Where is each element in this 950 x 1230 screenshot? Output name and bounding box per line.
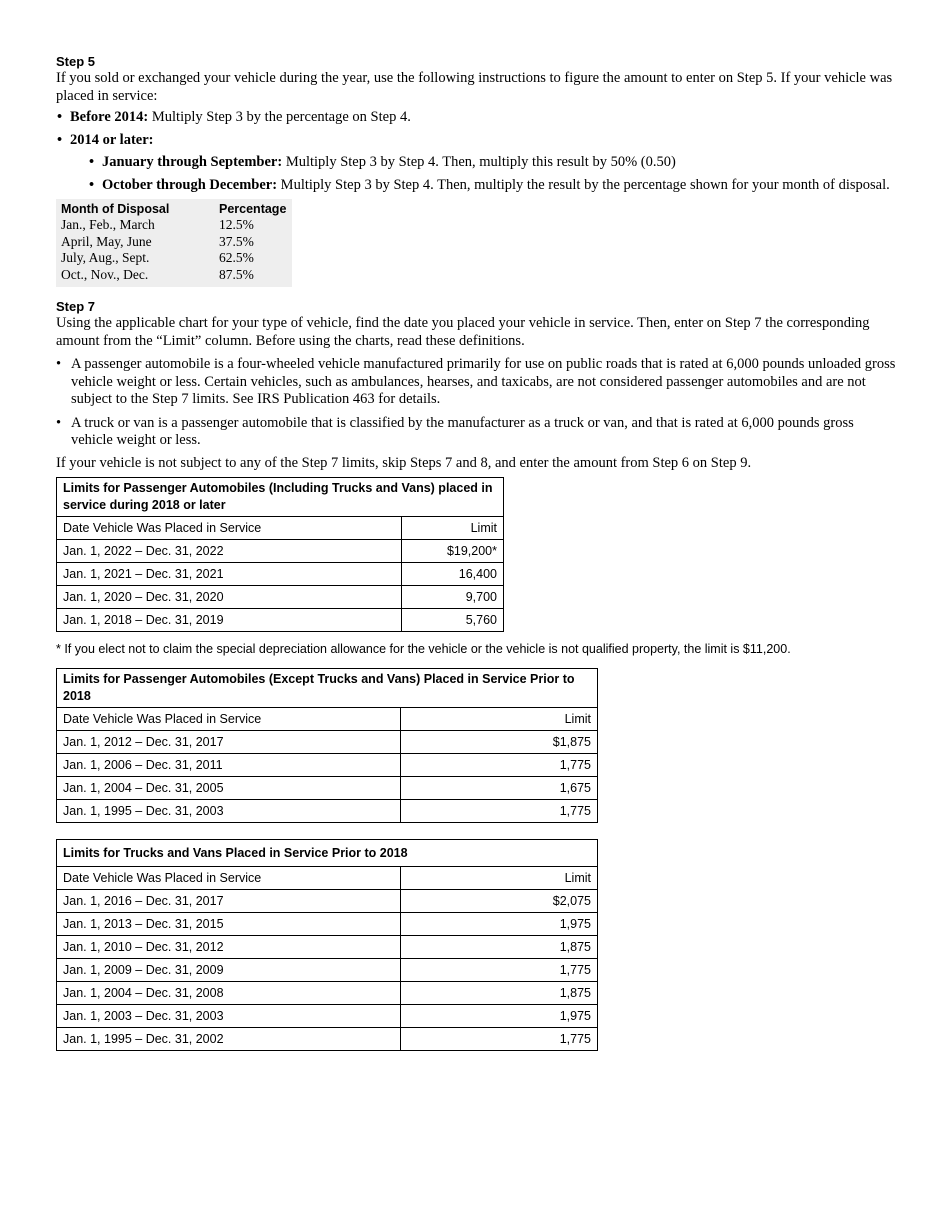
table-row — [57, 890, 598, 913]
table-row — [57, 800, 598, 823]
table-title: Limits for Passenger Automobiles (Except Trucks and Vans) Placed in Service Prior to 2018 — [57, 669, 598, 708]
step5-rules — [56, 109, 896, 194]
date-range-cell: Jan. 1, 2004 – Dec. 31, 2005 — [57, 777, 401, 800]
step7-definitions — [56, 356, 896, 450]
limit-cell: $1,875 — [401, 731, 598, 754]
disposal-month: April, May, June — [61, 233, 152, 249]
column-header-limit: Limit — [402, 517, 504, 540]
limit-cell: 1,875 — [401, 982, 598, 1005]
document-page — [56, 54, 896, 1051]
limit-cell: 1,775 — [401, 959, 598, 982]
rule-jan-sep-text: Multiply Step 3 by Step 4. Then, multiply this result by 50% (0.50) — [282, 154, 676, 170]
disposal-percentage: 87.5% — [219, 266, 254, 282]
date-range-cell: Jan. 1, 1995 – Dec. 31, 2002 — [57, 1028, 401, 1051]
table-title: Limits for Trucks and Vans Placed in Service Prior to 2018 — [57, 840, 598, 867]
definition-truck-or-van: • A truck or van is a passenger automobile that is classified by the manufacturer as a truck or van, and that is rated at 6,000 pounds gross vehicle weight or less. — [56, 415, 896, 450]
table-row — [56, 217, 292, 234]
limit-cell: 5,760 — [402, 609, 504, 632]
table-column-header-row — [57, 517, 504, 540]
table-title-row — [57, 669, 598, 708]
disposal-month: July, Aug., Sept. — [61, 250, 150, 265]
table-row — [57, 777, 598, 800]
disposal-percentage: 37.5% — [219, 233, 254, 249]
table-title-row — [57, 478, 504, 517]
date-range-cell: Jan. 1, 2004 – Dec. 31, 2008 — [57, 982, 401, 1005]
step7-heading: Step 7 — [56, 299, 96, 314]
step5-heading: Step 5 — [56, 54, 96, 69]
date-range-cell: Jan. 1, 2003 – Dec. 31, 2003 — [57, 1005, 401, 1028]
disposal-percentage-table — [56, 199, 292, 287]
limit-cell: 1,675 — [401, 777, 598, 800]
rule-before-2014-text: Multiply Step 3 by the percentage on Step 4. — [148, 109, 411, 125]
step5-intro: If you sold or exchanged your vehicle during the year, use the following instructions to figure the amount to enter on Step 5. If your vehicle was placed in service: — [56, 70, 893, 104]
table-row — [57, 913, 598, 936]
table-row — [57, 540, 504, 563]
limit-cell: 1,975 — [401, 913, 598, 936]
disposal-month: Jan., Feb., March — [61, 217, 155, 232]
column-header-limit: Limit — [401, 867, 598, 890]
table-row — [57, 959, 598, 982]
limit-cell: $2,075 — [401, 890, 598, 913]
table-row — [56, 267, 292, 288]
rule-before-2014 — [56, 109, 896, 127]
date-range-cell: Jan. 1, 2006 – Dec. 31, 2011 — [57, 754, 401, 777]
table-row — [57, 609, 504, 632]
step7-intro: Using the applicable chart for your type of vehicle, find the date you placed your vehicle in service. Then, enter on Step 7 the corresponding amount from the “Limit” column. Before using the charts, read these definitions. — [56, 315, 870, 349]
step7-section — [56, 299, 896, 1051]
table-row — [57, 586, 504, 609]
rule-oct-dec — [88, 177, 896, 195]
rule-2014-sublist — [88, 154, 896, 194]
date-range-cell: Jan. 1, 2020 – Dec. 31, 2020 — [57, 586, 402, 609]
table-row — [57, 1028, 598, 1051]
disposal-month: Oct., Nov., Dec. — [61, 266, 149, 282]
definition-passenger-automobile: • A passenger automobile is a four-wheeled vehicle manufactured primarily for use on public roads that is rated at 6,000 pounds unloaded gross vehicle weight or less. Certain vehicles, such as ambulances, hearses, and taxicabs, are not considered passenger automobiles and are not subject to the Step 7 limits. See IRS Publication 463 for details. — [56, 356, 896, 409]
column-header-date: Date Vehicle Was Placed in Service — [57, 708, 401, 731]
disposal-col-percentage: Percentage — [219, 202, 287, 216]
date-range-cell: Jan. 1, 2010 – Dec. 31, 2012 — [57, 936, 401, 959]
step7-skip-text: If your vehicle is not subject to any of the Step 7 limits, skip Steps 7 and 8, and enter the amount from Step 6 on Step 9. — [56, 454, 752, 471]
table-title-row — [57, 840, 598, 867]
table-row — [57, 563, 504, 586]
date-range-cell: Jan. 1, 2013 – Dec. 31, 2015 — [57, 913, 401, 936]
rule-oct-dec-text: Multiply Step 3 by Step 4. Then, multiply the result by the percentage shown for your month of disposal. — [277, 176, 890, 193]
rule-jan-sep-label: January through September: — [102, 154, 283, 170]
rule-jan-sep — [88, 154, 896, 172]
limit-cell: 9,700 — [402, 586, 504, 609]
date-range-cell: Jan. 1, 2009 – Dec. 31, 2009 — [57, 959, 401, 982]
table-row — [56, 250, 292, 267]
table-row — [57, 1005, 598, 1028]
step5-section — [56, 54, 896, 287]
table-column-header-row — [57, 867, 598, 890]
date-range-cell: Jan. 1, 2022 – Dec. 31, 2022 — [57, 540, 402, 563]
table-row — [57, 754, 598, 777]
rule-before-2014-label: Before 2014: — [70, 109, 149, 125]
limit-cell: 1,975 — [401, 1005, 598, 1028]
table-row — [56, 234, 292, 251]
limit-cell: $19,200* — [402, 540, 504, 563]
limits-table-trucks-vans-prior-2018 — [56, 839, 598, 1051]
limits-table-2018-or-later — [56, 477, 504, 632]
date-range-cell: Jan. 1, 2021 – Dec. 31, 2021 — [57, 563, 402, 586]
limit-cell: 1,875 — [401, 936, 598, 959]
rule-2014-or-later — [56, 132, 896, 195]
limit-cell: 1,775 — [401, 1028, 598, 1051]
disposal-percentage: 62.5% — [219, 250, 254, 265]
date-range-cell: Jan. 1, 1995 – Dec. 31, 2003 — [57, 800, 401, 823]
table1-footnote: * If you elect not to claim the special depreciation allowance for the vehicle or the vehicle is not qualified property, the limit is $11,200. — [56, 642, 791, 656]
column-header-limit: Limit — [401, 708, 598, 731]
table-row — [57, 731, 598, 754]
limit-cell: 1,775 — [401, 754, 598, 777]
table-column-header-row — [57, 708, 598, 731]
table-row — [57, 936, 598, 959]
rule-2014-label: 2014 or later: — [70, 131, 154, 148]
date-range-cell: Jan. 1, 2012 – Dec. 31, 2017 — [57, 731, 401, 754]
rule-oct-dec-label: October through December: — [102, 176, 278, 193]
column-header-date: Date Vehicle Was Placed in Service — [57, 867, 401, 890]
table-row — [57, 982, 598, 1005]
limits-table-cars-prior-2018 — [56, 668, 598, 823]
disposal-header-row — [56, 199, 292, 217]
limit-cell: 1,775 — [401, 800, 598, 823]
date-range-cell: Jan. 1, 2016 – Dec. 31, 2017 — [57, 890, 401, 913]
table-title: Limits for Passenger Automobiles (Including Trucks and Vans) placed in service during 2018 or later — [57, 478, 504, 517]
column-header-date: Date Vehicle Was Placed in Service — [57, 517, 402, 540]
disposal-percentage: 12.5% — [219, 217, 254, 232]
date-range-cell: Jan. 1, 2018 – Dec. 31, 2019 — [57, 609, 402, 632]
limit-cell: 16,400 — [402, 563, 504, 586]
disposal-col-month: Month of Disposal — [61, 202, 170, 216]
